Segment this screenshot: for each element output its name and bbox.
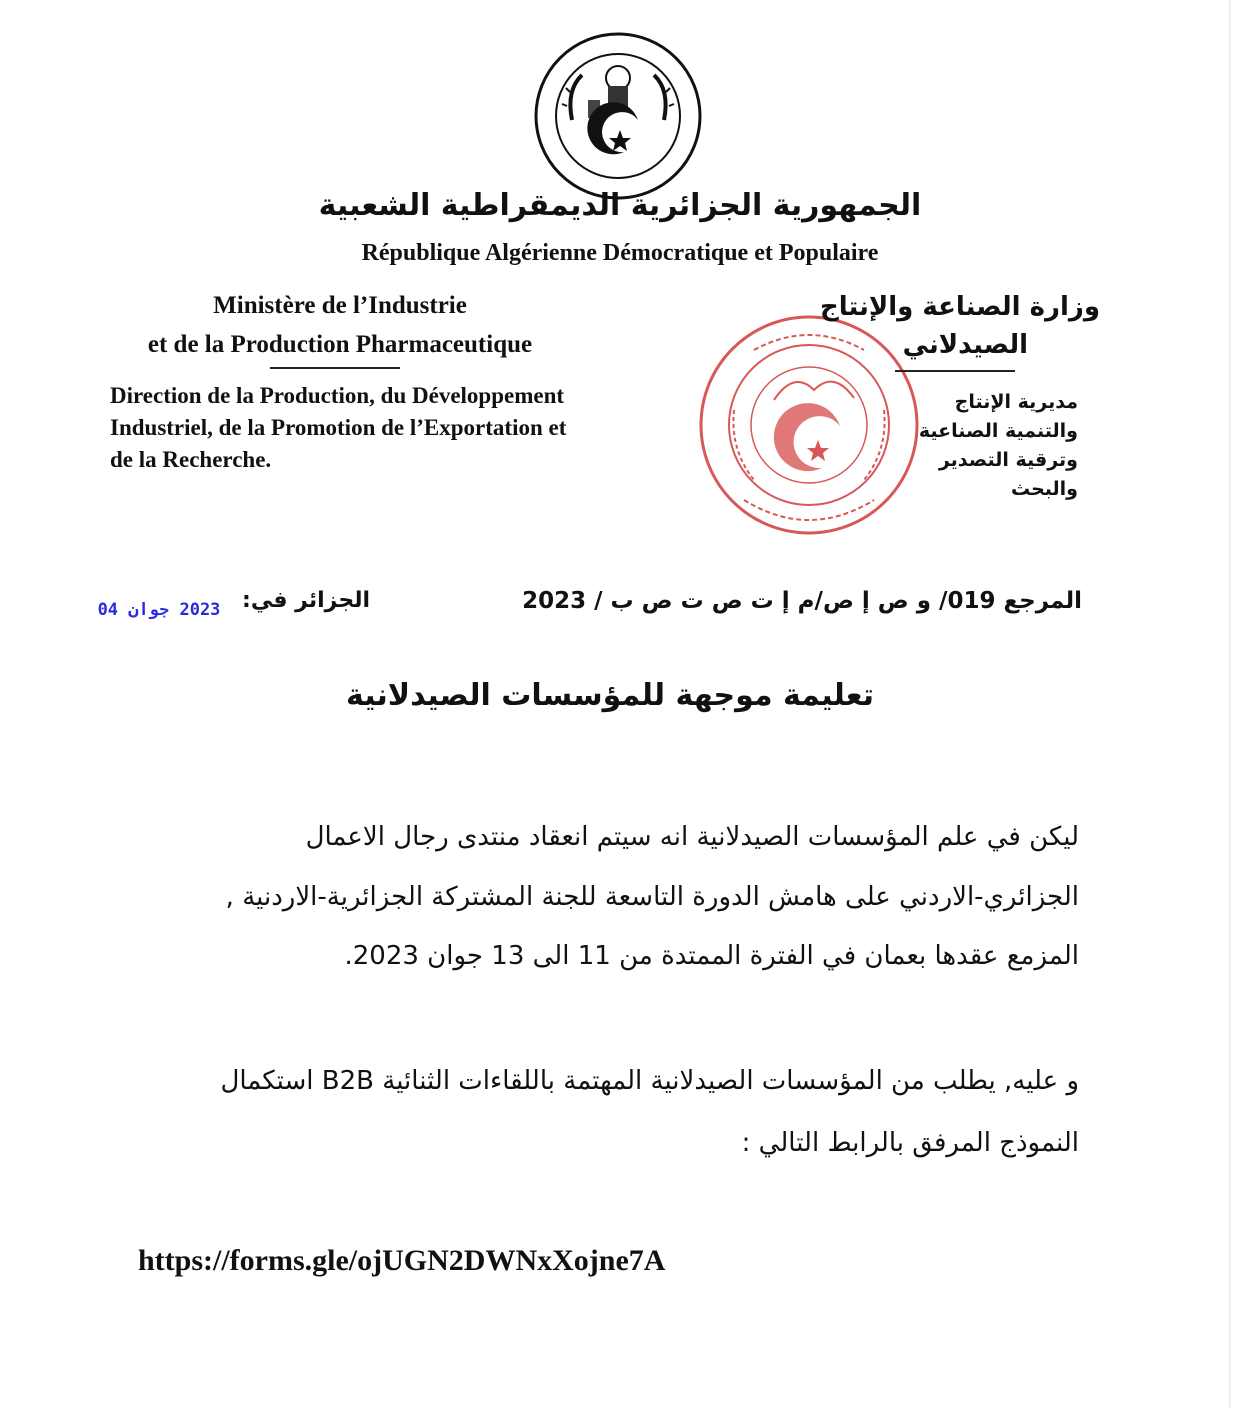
date-stamp: 2023 جوان 04 <box>97 600 221 620</box>
ministry-ar-underline <box>895 370 1015 372</box>
body-line: ليكن في علم المؤسسات الصيدلانية انه سيتم انعقاد منتدى رجال الاعمال <box>305 822 1079 852</box>
direction-ar-line: وترقية التصدير <box>938 449 1078 471</box>
republic-title-ar: الجمهورية الجزائرية الديمقراطية الشعبية <box>318 188 922 223</box>
ministry-fr-underline <box>270 367 400 369</box>
republic-title-fr: République Algérienne Démocratique et Populaire <box>361 240 879 266</box>
form-link[interactable]: https://forms.gle/ojUGN2DWNxXojne7A <box>138 1244 666 1277</box>
direction-ar-line: والتنمية الصناعية <box>918 420 1078 442</box>
ministry-ar-line2: الصيدلاني <box>902 330 1028 360</box>
document-title: تعليمة موجهة للمؤسسات الصيدلانية <box>346 678 874 713</box>
ministry-fr-line2: et de la Production Pharmaceutique <box>147 331 533 358</box>
direction-ar-line: مديرية الإنتاج <box>954 391 1078 413</box>
reference-number: المرجع 019/ و ص إ ص/م إ ت ص ت ص ب / 2023 <box>522 588 1082 614</box>
body-line: الجزائري-الاردني على هامش الدورة التاسعة للجنة المشتركة الجزائرية-الاردنية , <box>225 882 1079 912</box>
state-emblem-icon <box>532 30 704 202</box>
page-edge <box>1229 0 1231 1408</box>
body-line: النموذج المرفق بالرابط التالي : <box>741 1128 1079 1158</box>
direction-ar-line: والبحث <box>1010 478 1078 500</box>
direction-fr: Direction de la Production, du Développement Industriel, de la Promotion de l’Exportation et de la Recherche. <box>110 383 567 472</box>
ministry-ar <box>720 288 1100 364</box>
ministry-fr <box>100 286 580 364</box>
body-line: المزمع عقدها بعمان في الفترة الممتدة من 11 الى 13 جوان 2023. <box>344 941 1079 971</box>
body-line: و عليه, يطلب من المؤسسات الصيدلانية المهتمة باللقاءات الثنائية B2B استكمال <box>220 1066 1079 1096</box>
place-label: الجزائر في: <box>242 588 370 613</box>
direction-ar <box>840 388 1078 504</box>
ministry-fr-line1: Ministère de l’Industrie <box>213 292 467 319</box>
ministry-ar-line1: وزارة الصناعة والإنتاج <box>820 292 1100 322</box>
